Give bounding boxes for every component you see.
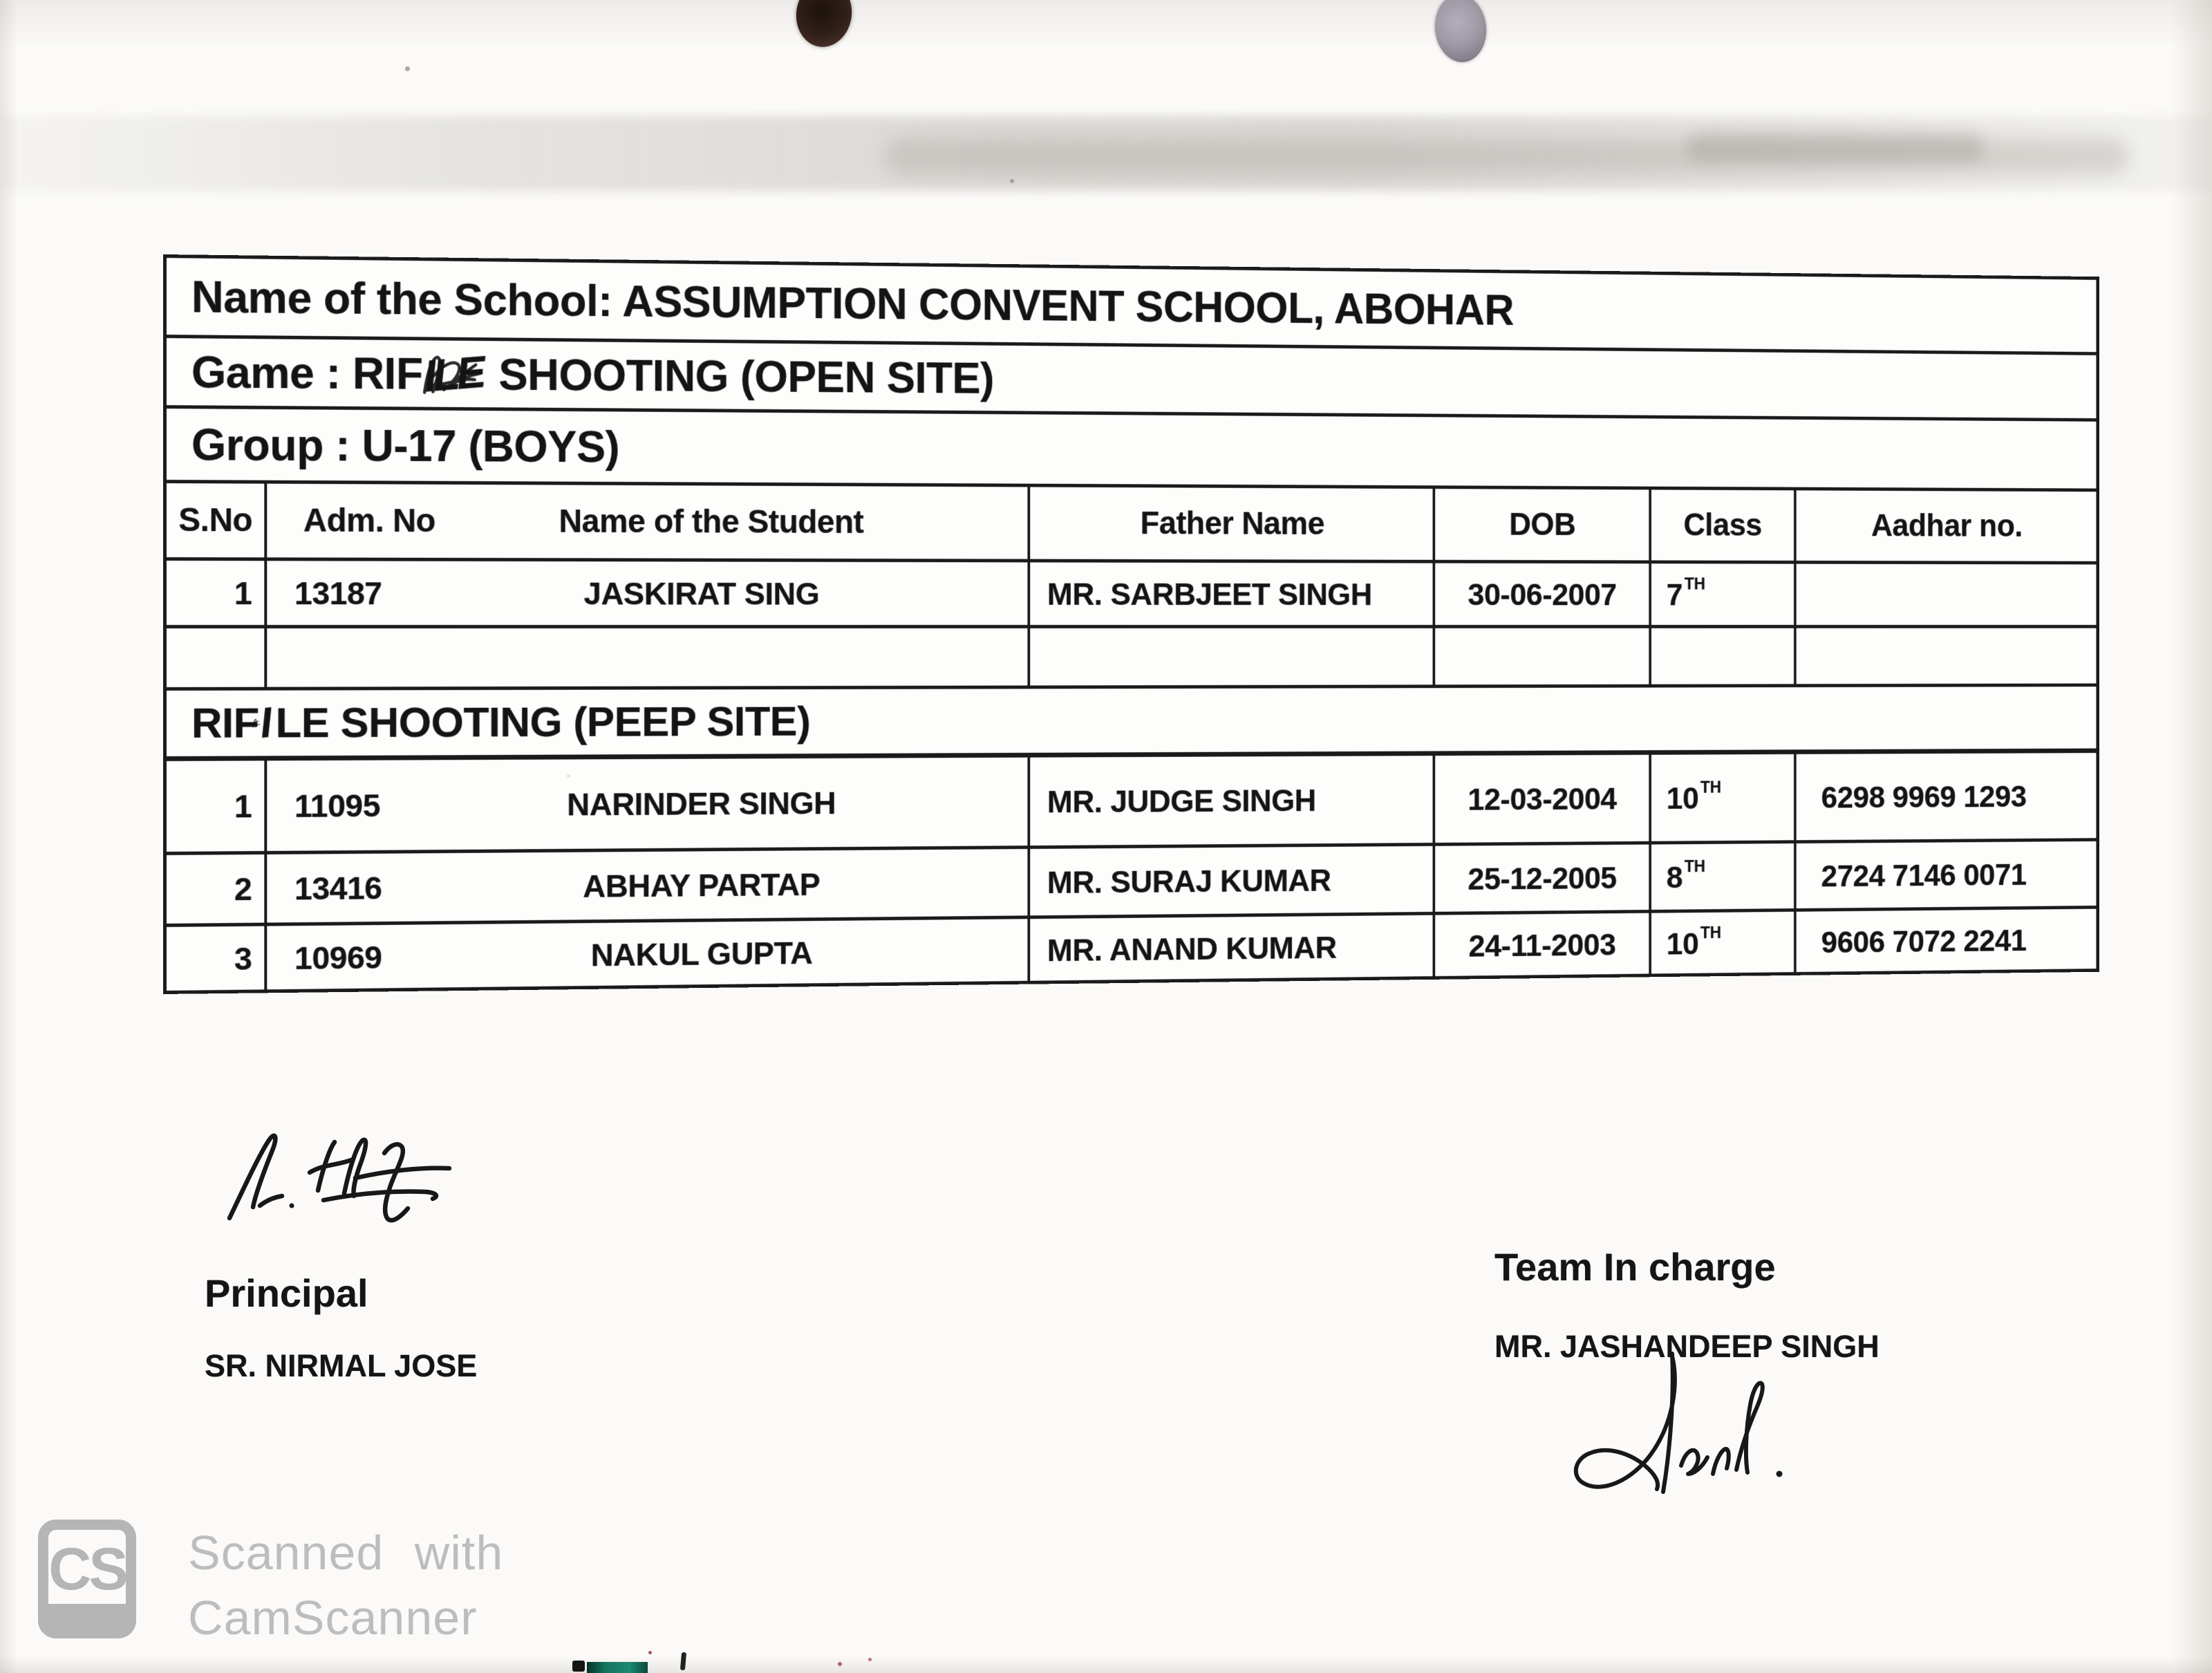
cell-student-name: NARINDER SINGH — [567, 785, 836, 823]
cell-adm-no: 13416 — [294, 869, 382, 907]
team-incharge-name: MR. JASHANDEEP SINGH — [1494, 1329, 1880, 1364]
cell-dob: 30-06-2007 — [1433, 563, 1649, 625]
cell-aadhar: 2724 7146 0071 — [1794, 841, 2096, 908]
page-edge-shadow — [2172, 0, 2212, 1673]
cell-student-name: ABHAY PARTAP — [583, 866, 821, 904]
scan-speck — [572, 1661, 585, 1672]
group-text: Group : U-17 (BOYS) — [191, 419, 620, 472]
principal-title: Principal — [205, 1271, 368, 1315]
cell-sno: 1 — [234, 574, 252, 612]
principal-name: SR. NIRMAL JOSE — [205, 1348, 478, 1383]
cell-adm-and-name — [264, 758, 1027, 851]
principal-signature — [220, 1121, 463, 1237]
peep-label: RIF — [191, 699, 259, 747]
cell-father-name: MR. JUDGE SINGH — [1027, 756, 1432, 845]
cell-aadhar — [1794, 564, 2096, 625]
scan-speck — [405, 66, 410, 71]
cell-adm-no: 10969 — [294, 938, 382, 976]
handwritten-correction — [422, 346, 485, 402]
cell-adm-and-name — [264, 561, 1027, 625]
col-header-adm-no: Adm. No — [303, 502, 435, 540]
peep-scribbled-text: I — [258, 699, 271, 747]
cell-sno: 1 — [234, 787, 252, 825]
peep-site-heading — [167, 686, 2096, 761]
scanned-form — [163, 254, 2099, 994]
camscanner-text-line1: Scanned with — [188, 1526, 504, 1580]
cell-student-name: NAKUL GUPTA — [590, 934, 813, 973]
cell-class: 10 TH — [1649, 912, 1794, 974]
game-rest: SHOOTING (OPEN SITE) — [498, 349, 995, 403]
table-header-row — [167, 483, 2096, 565]
cell-student-name: JASKIRAT SING — [583, 574, 820, 612]
col-header-aadhar: Aadhar no. — [1794, 490, 2096, 561]
cell-father-name: MR. ANAND KUMAR — [1027, 915, 1432, 981]
cell-dob: 12-03-2004 — [1433, 755, 1649, 843]
punch-hole-right — [1432, 0, 1490, 65]
bottom-scan-mark — [587, 1662, 648, 1673]
camscanner-text-line2: CamScanner — [188, 1591, 478, 1645]
cell-adm-no: 11095 — [294, 787, 380, 824]
handwritten-correction — [259, 698, 271, 748]
empty-row — [167, 628, 2096, 691]
cell-father-name: MR. SARBJEET SINGH — [1027, 562, 1432, 624]
col-header-dob: DOB — [1433, 489, 1649, 560]
team-incharge-title: Team In charge — [1494, 1245, 1776, 1289]
cell-sno: 3 — [234, 940, 252, 977]
camscanner-logo — [38, 1520, 136, 1638]
page-edge-shadow — [0, 1656, 2212, 1673]
game-label: Game : RIF — [191, 346, 423, 399]
camscanner-logo-chin — [48, 1604, 126, 1629]
col-header-class: Class — [1649, 489, 1794, 560]
cell-dob: 24-11-2003 — [1433, 913, 1649, 976]
scan-streak — [1687, 133, 1984, 162]
group-row — [167, 409, 2096, 492]
cell-class: 7 TH — [1649, 563, 1794, 625]
cell-aadhar: 9606 7072 2241 — [1794, 909, 2096, 972]
school-name-text: Name of the School: ASSUMPTION CONVENT SCHOOL, ABOHAR — [191, 271, 1514, 335]
open-site-row-1 — [167, 561, 2096, 628]
game-scribbled-text: ILE — [422, 346, 485, 402]
scan-speck — [838, 1662, 842, 1666]
col-header-father-name: Father Name — [1027, 487, 1432, 559]
peep-row-1 — [167, 753, 2096, 855]
cell-class: 10 TH — [1649, 754, 1794, 841]
cell-adm-no: 13187 — [294, 574, 382, 612]
cell-adm-and-name — [264, 849, 1027, 923]
camscanner-logo-text: CS — [48, 1536, 126, 1602]
registration-table — [163, 254, 2099, 994]
col-header-adm-name — [264, 484, 1027, 559]
cell-class: 8 TH — [1649, 843, 1794, 910]
scan-speck — [868, 1658, 872, 1661]
cell-aadhar: 6298 9969 1293 — [1794, 753, 2096, 840]
cell-sno: 2 — [234, 870, 252, 908]
scan-speck — [1010, 179, 1014, 183]
col-header-sno: S.No — [178, 502, 253, 539]
team-incharge-signature — [1559, 1347, 1803, 1506]
cell-father-name: MR. SURAJ KUMAR — [1027, 846, 1432, 916]
col-header-student-name: Name of the Student — [559, 503, 864, 541]
cell-adm-and-name — [264, 919, 1027, 989]
peep-rest: LE SHOOTING (PEEP SITE) — [275, 698, 811, 747]
scan-top-shade — [0, 0, 2212, 48]
scribble-strokes — [412, 339, 490, 409]
page-edge-shadow — [0, 0, 18, 1673]
cell-dob: 25-12-2005 — [1433, 845, 1649, 912]
scan-speck — [648, 1651, 652, 1654]
